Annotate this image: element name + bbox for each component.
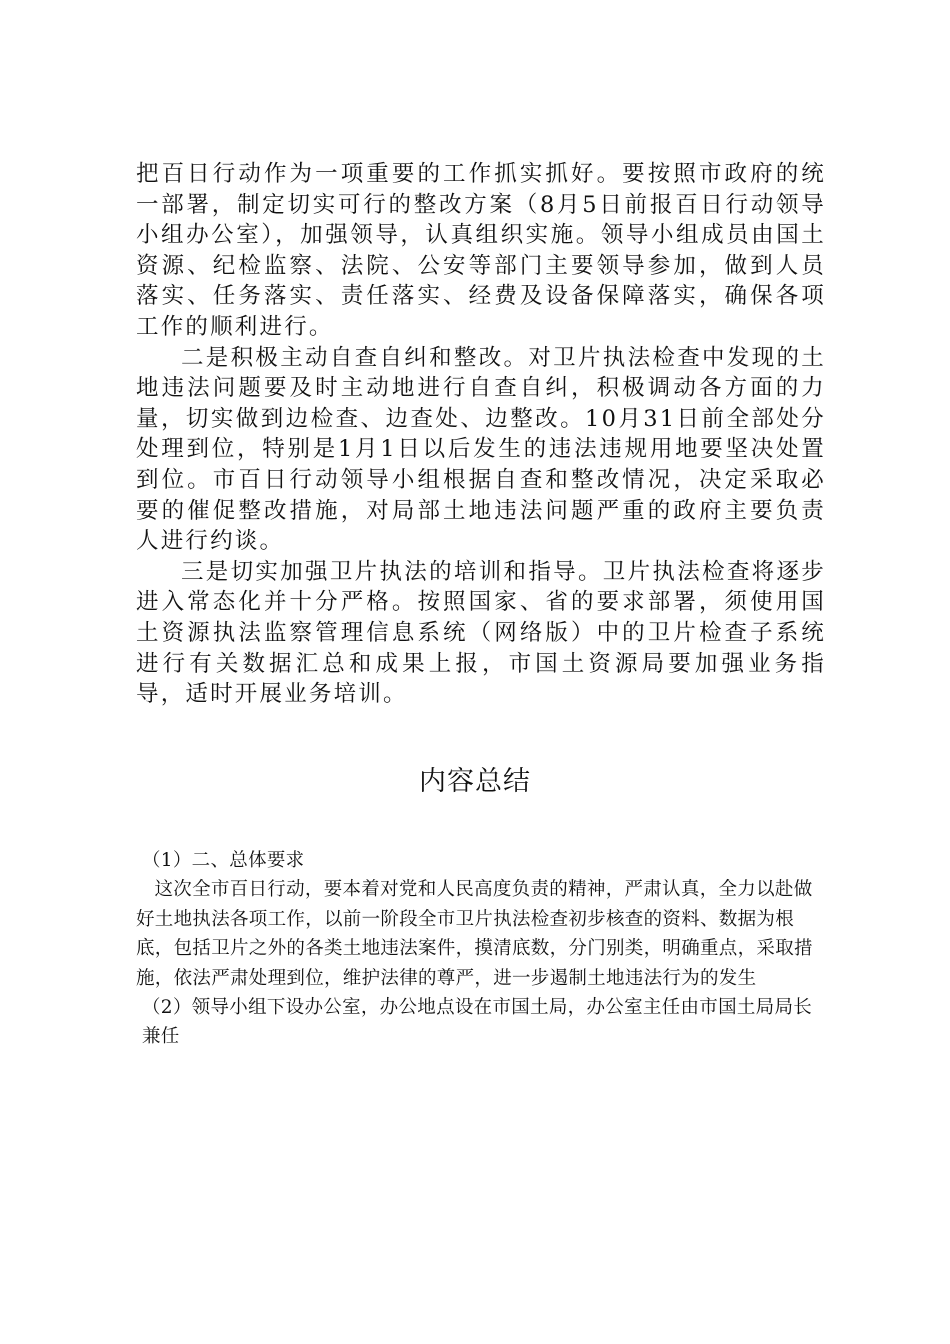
- paragraph-continuation: 把百日行动作为一项重要的工作抓实抓好。要按照市政府的统一部署，制定切实可行的整改方案（8月5日前报百日行动领导小组办公室），加强领导，认真组织实施。领导小组成员由国土资源、纪检监察、法院、公安等部门主要领导参加，做到人员落实、任务落实、责任落实、经费及设备保障落实，确保各项工作的顺利进行。: [136, 161, 826, 340]
- body-text: [136, 159, 826, 710]
- summary-item-1-body: 这次全市百日行动，要本着对党和人民高度负责的精神，严肃认真，全力以赴做好土地执法各项工作，以前一阶段全市卫片执法检查初步核查的资料、数据为根底，包括卫片之外的各类土地违法案件，摸清底数，分门别类，明确重点，采取措施，依法严肃处理到位，维护法律的尊严，进一步遏制土地违法行为的发生: [136, 879, 813, 989]
- paragraph-self-inspection: 二是积极主动自查自纠和整改。对卫片执法检查中发现的土地违法问题要及时主动地进行自查自纠，积极调动各方面的力量，切实做到边检查、边查处、边整改。10月31日前全部处分处理到位，特别是1月1日以后发生的违法违规用地要坚决处置到位。市百日行动领导小组根据自查和整改情况，决定采取必要的催促整改措施，对局部土地违法问题严重的政府主要负责人进行约谈。: [136, 344, 826, 555]
- summary-title: 内容总结: [419, 766, 531, 797]
- summary-item-2: （2）领导小组下设办公室，办公地点设在市国土局，办公室主任由市国土局局长兼任: [142, 997, 813, 1048]
- summary-item-1-title: （1）二、总体要求: [142, 850, 305, 871]
- summary-section: [136, 846, 826, 1052]
- paragraph-training: 三是切实加强卫片执法的培训和指导。卫片执法检查将逐步进入常态化并十分严格。按照国家、省的要求部署，须使用国土资源执法监察管理信息系统（网络版）中的卫片检查子系统进行有关数据汇总和成果上报，市国土资源局要加强业务指导，适时开展业务培训。: [136, 558, 826, 708]
